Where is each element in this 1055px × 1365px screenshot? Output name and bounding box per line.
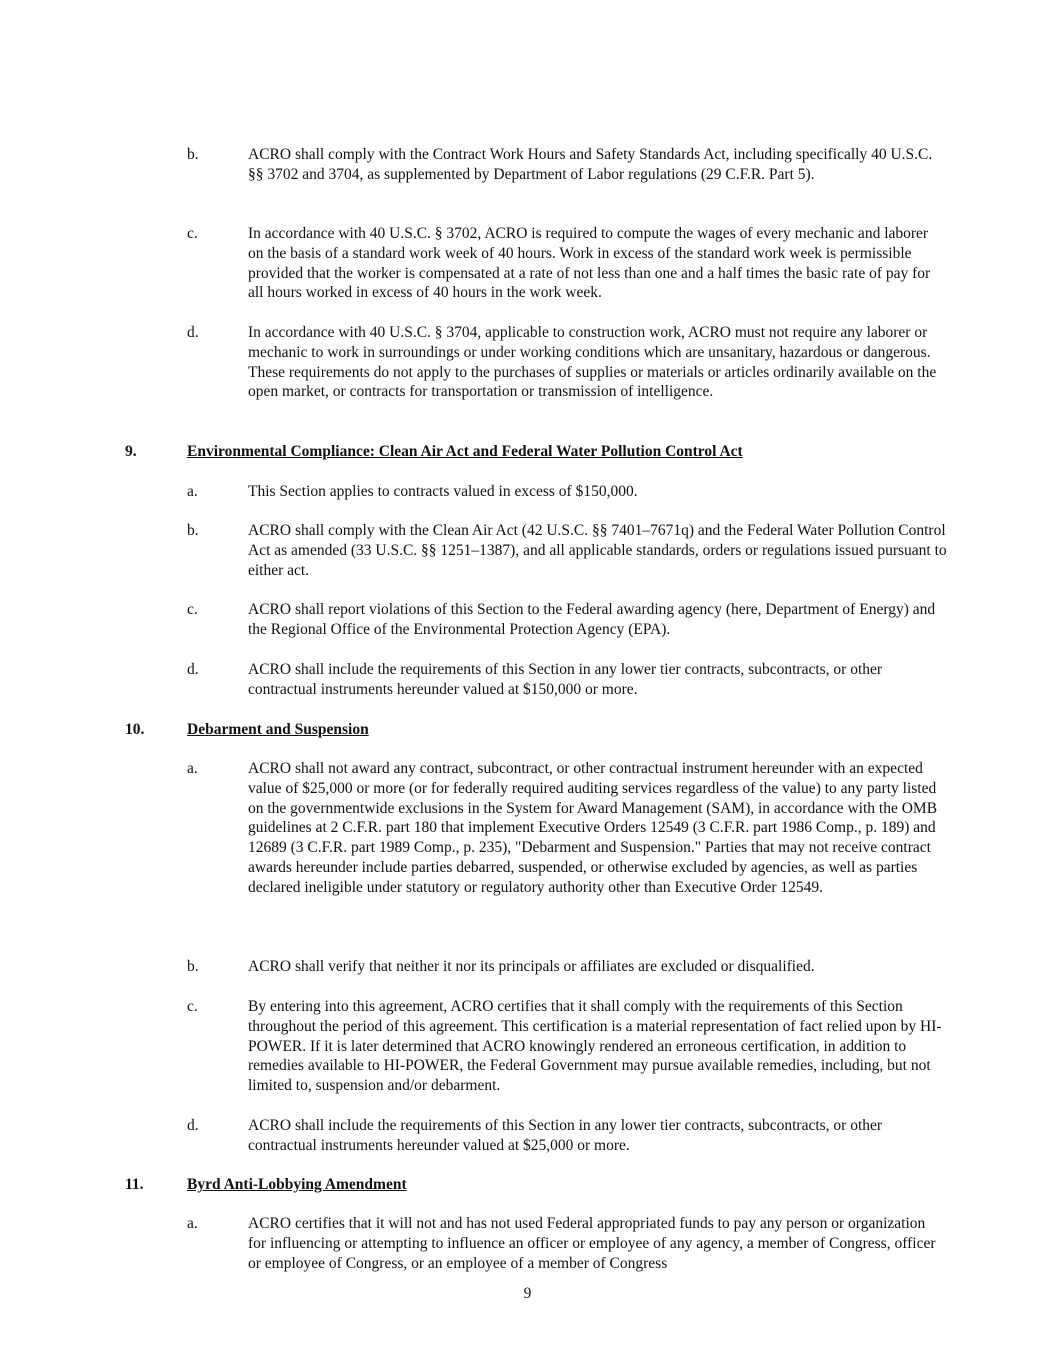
item-9a — [187, 482, 947, 502]
item-text: This Section applies to contracts valued in excess of $150,000. — [248, 483, 638, 500]
item-11a — [187, 1214, 947, 1273]
item-text: In accordance with 40 U.S.C. § 3704, applicable to construction work, ACRO must not require any laborer or mechanic to work in surroundings or under working conditions which are unsanitary, hazardous or dangerous. These requirements do not apply to the purchases of supplies or materials or articles ordinarily available on the open market, or contracts for transportation or transmission of intelligence. — [248, 324, 937, 401]
section-heading-11 — [125, 1175, 407, 1195]
item-text: ACRO shall report violations of this Section to the Federal awarding agency (here, Department of Energy) and the Regional Office of the Environmental Protection Agency (EPA). — [248, 601, 936, 638]
item-10a — [187, 759, 947, 898]
item-8c — [187, 224, 947, 303]
item-9d — [187, 660, 947, 700]
item-text: ACRO certifies that it will not and has not used Federal appropriated funds to pay any person or organization for influencing or attempting to influence an officer or employee of any agency, a member of Congress, officer or employee of Congress, or an employee of a member of Congress — [248, 1215, 936, 1272]
item-letter: c. — [187, 225, 198, 242]
section-heading-9 — [125, 442, 743, 462]
page-number: 9 — [523, 1285, 532, 1302]
item-10d — [187, 1116, 947, 1156]
section-heading-10 — [125, 720, 369, 740]
item-10c — [187, 997, 947, 1096]
item-text: By entering into this agreement, ACRO certifies that it shall comply with the requirements of this Section throughout the period of this agreement. This certification is a material representation of fact relied upon by HI-POWER. If it is later determined that ACRO knowingly rendered an erroneous certification, in addition to remedies available to HI-POWER, the Federal Government may pursue available remedies, including, but not limited to, suspension and/or debarment. — [248, 998, 942, 1095]
item-letter: a. — [187, 483, 198, 500]
item-8b — [187, 145, 947, 185]
section-number: 9. — [125, 443, 137, 460]
section-title: Debarment and Suspension — [187, 721, 369, 738]
item-letter: b. — [187, 958, 199, 975]
item-text: In accordance with 40 U.S.C. § 3702, ACRO is required to compute the wages of every mechanic and laborer on the basis of a standard work week of 40 hours. Work in excess of the standard work week is permissible provided that the worker is compensated at a rate of not less than one and a half times the basic rate of pay for all hours worked in excess of 40 hours in the work week. — [248, 225, 931, 302]
item-text: ACRO shall include the requirements of this Section in any lower tier contracts, subcontracts, or other contractual instruments hereunder valued at $150,000 or more. — [248, 661, 883, 698]
item-letter: d. — [187, 1117, 199, 1134]
item-letter: d. — [187, 661, 199, 678]
item-8d — [187, 323, 947, 402]
item-text: ACRO shall not award any contract, subcontract, or other contractual instrument hereunder with an expected value of $25,000 or more (or for federally required auditing services regardless of the value) to any party listed on the governmentwide exclusions in the System for Award Management (SAM), in accordance with the OMB guidelines at 2 C.F.R. part 180 that implement Executive Orders 12549 (3 C.F.R. part 1986 Comp., p. 189) and 12689 (3 C.F.R. part 1989 Comp., p. 235), "Debarment and Suspension." Parties that may not receive contract awards hereunder include parties debarred, suspended, or otherwise excluded by agencies, as well as parties declared ineligible under statutory or regulatory authority other than Executive Order 12549. — [248, 760, 938, 896]
section-title: Environmental Compliance: Clean Air Act and Federal Water Pollution Control Act — [187, 443, 743, 460]
section-number: 11. — [125, 1176, 144, 1193]
item-letter: c. — [187, 998, 198, 1015]
section-number: 10. — [125, 721, 145, 738]
item-text: ACRO shall comply with the Clean Air Act (42 U.S.C. §§ 7401–7671q) and the Federal Water Pollution Control Act as amended (33 U.S.C. §§ 1251–1387), and all applicable standards, orders or regulations issued pursuant to either act. — [248, 522, 947, 579]
item-letter: a. — [187, 760, 198, 777]
item-letter: b. — [187, 146, 199, 163]
item-text: ACRO shall verify that neither it nor its principals or affiliates are excluded or disqualified. — [248, 958, 815, 975]
item-10b — [187, 957, 947, 977]
item-text: ACRO shall comply with the Contract Work Hours and Safety Standards Act, including specifically 40 U.S.C. §§ 3702 and 3704, as supplemented by Department of Labor regulations (29 C.F.R. Part 5). — [248, 146, 933, 183]
section-title: Byrd Anti-Lobbying Amendment — [187, 1176, 407, 1193]
item-letter: d. — [187, 324, 199, 341]
item-letter: b. — [187, 522, 199, 539]
item-letter: c. — [187, 601, 198, 618]
item-text: ACRO shall include the requirements of this Section in any lower tier contracts, subcontracts, or other contractual instruments hereunder valued at $25,000 or more. — [248, 1117, 883, 1154]
item-9c — [187, 600, 947, 640]
item-9b — [187, 521, 947, 580]
item-letter: a. — [187, 1215, 198, 1232]
